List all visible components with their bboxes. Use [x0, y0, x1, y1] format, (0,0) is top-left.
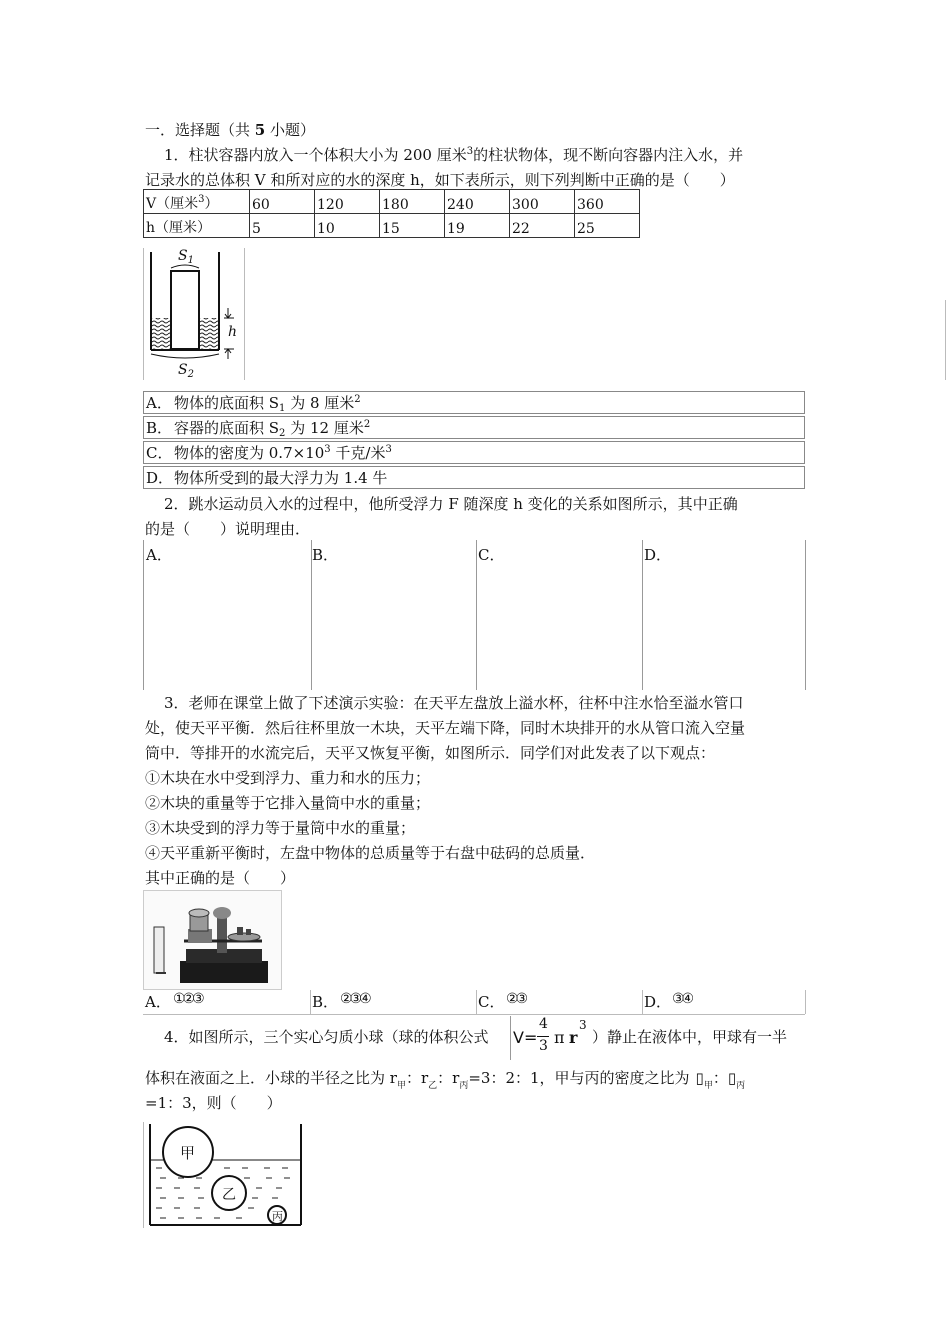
q1-line1-post: 的柱状物体，现不断向容器内注入水，并 [473, 146, 744, 164]
formula-exp: 3 [579, 1018, 587, 1032]
section-heading [145, 120, 315, 140]
option-value: ①②③ [173, 991, 202, 1007]
option-label: B． [312, 546, 339, 564]
q1-line1-sup: 3 [466, 146, 474, 157]
formula-pi: π [554, 1028, 565, 1047]
q3-line: ②木块的重量等于它排入量筒中水的重量； [145, 794, 431, 812]
s2-sub: 2 [187, 369, 194, 380]
divider [310, 990, 311, 1014]
q3-line: 处，使天平平衡．然后往杯里放一木块，天平左端下降，同时木块排开的水从管口流入空量 [145, 719, 746, 737]
table-row [144, 190, 640, 214]
divider [642, 990, 643, 1014]
section-heading-post: 小题） [265, 121, 315, 139]
s2-letter: S [178, 362, 188, 378]
q2-line1: 2．跳水运动员入水的过程中，他所受浮力 F 随深度 h 变化的关系如图所示，其中正确 [164, 495, 738, 513]
q2-option-d[interactable] [642, 540, 806, 690]
option-label: C． [478, 993, 505, 1011]
q1-container-figure [143, 248, 245, 380]
q3-option-d[interactable] [642, 990, 805, 1015]
q4-line2 [145, 1068, 745, 1091]
fraction-bar [537, 1036, 549, 1037]
opt-c-pre: 物体的密度为 0.7×10 [174, 444, 325, 462]
opt-b-post: 为 12 厘米 [285, 419, 364, 437]
option-label: D． [644, 546, 672, 564]
q3-option-b[interactable] [310, 990, 476, 1015]
rho-bing-symbol: ▯ [727, 1069, 737, 1087]
table-cell: 10 [315, 214, 380, 238]
v-head-pre: V（厘米 [146, 196, 199, 212]
divider [476, 990, 477, 1014]
q1-option-d[interactable] [143, 466, 805, 489]
opt-a-post: 为 8 厘米 [285, 394, 355, 412]
section-heading-pre: 一．选择题（共 [145, 121, 255, 139]
table-cell: 360 [575, 190, 640, 214]
table-cell: 19 [445, 214, 510, 238]
edge-mark [945, 300, 950, 380]
option-value: ②③ [506, 991, 526, 1007]
opt-b-sub: 2 [279, 428, 286, 439]
ball-bing-label: 丙 [272, 1210, 283, 1223]
opt-b-pre: 容器的底面积 S [174, 419, 280, 437]
option-label: C． [478, 546, 505, 564]
table-header-v [144, 190, 250, 214]
table-cell: 5 [250, 214, 315, 238]
q1-option-c[interactable] [143, 441, 805, 464]
option-label: C． [146, 444, 173, 462]
container-diagram [144, 248, 244, 380]
table-cell: 15 [380, 214, 445, 238]
formula-v: V= [513, 1028, 538, 1047]
table-cell: 22 [510, 214, 575, 238]
s2-label [178, 362, 194, 378]
option-label: D． [644, 993, 672, 1011]
q1-line2: 记录水的总体积 V 和所对应的水的深度 h，如下表所示，则下列判断中正确的是（ ） [145, 171, 735, 189]
q2-option-a[interactable] [143, 540, 312, 690]
table-cell: 120 [315, 190, 380, 214]
section-heading-count: 5 [254, 121, 266, 139]
option-text: 物体所受到的最大浮力为 1.4 牛 [174, 469, 388, 487]
q3-line: ①木块在水中受到浮力、重力和水的压力； [145, 769, 431, 787]
formula-r: r [569, 1028, 578, 1047]
q4-line2-b: =3：2：1，甲与丙的密度之比为 [468, 1069, 690, 1087]
table-cell: 240 [445, 190, 510, 214]
opt-b-sup: 2 [363, 419, 371, 430]
volume-formula [510, 1016, 591, 1060]
v-head-post: ） [204, 196, 219, 212]
table-cell: 60 [250, 190, 315, 214]
q4-line2-a: 体积在液面之上．小球的半径之比为 r [145, 1069, 397, 1087]
option-text [174, 417, 370, 439]
s1-label [178, 248, 194, 264]
q4-line3: =1：3，则（ ） [145, 1094, 282, 1112]
formula-den: 3 [539, 1038, 548, 1054]
table-row [144, 214, 640, 238]
v-head-sup: 3 [198, 194, 205, 205]
sub-jia: 甲 [396, 1081, 406, 1091]
q1-line1 [164, 145, 743, 165]
option-label: A． [145, 993, 171, 1011]
option-value: ③④ [672, 991, 692, 1007]
q1-data-table [143, 189, 640, 238]
q1-option-b[interactable] [143, 416, 805, 439]
q2-line2: 的是（ ）说明理由． [145, 520, 311, 538]
ball-yi-label: 乙 [222, 1187, 236, 1203]
sub-yi: 乙 [428, 1081, 438, 1091]
colon: ：r [405, 1069, 429, 1087]
q3-option-a[interactable] [143, 990, 310, 1015]
q3-line: ③木块受到的浮力等于量筒中水的重量； [145, 819, 416, 837]
divider [805, 990, 806, 1014]
sub-bing-2: 丙 [736, 1081, 746, 1091]
option-value: ②③④ [340, 991, 369, 1007]
q3-line: ④天平重新平衡时，左盘中物体的总质量等于右盘中砝码的总质量． [145, 844, 596, 862]
option-label: B． [146, 419, 173, 437]
table-cell: 25 [575, 214, 640, 238]
rho-jia-symbol: ▯ [695, 1069, 704, 1087]
option-label: A． [146, 394, 172, 412]
option-label: A． [146, 546, 172, 564]
q4-line1-post: ）静止在液体中，甲球有一半 [592, 1028, 788, 1046]
option-text [174, 392, 361, 414]
q4-line2-c: ： [712, 1069, 728, 1087]
balance-drawing [144, 891, 281, 989]
table-header-h: h（厘米） [144, 214, 250, 238]
opt-a-sub: 1 [279, 403, 286, 414]
table-cell: 300 [510, 190, 575, 214]
option-label: D． [146, 469, 174, 487]
q2-option-c[interactable] [476, 540, 643, 690]
q4-line1-pre: 4．如图所示，三个实心匀质小球（球的体积公式 [164, 1028, 489, 1046]
colon2: ：r [437, 1069, 460, 1087]
q3-line: 筒中．等排开的水流完后，天平又恢复平衡，如图所示．同学们对此发表了以下观点： [145, 744, 716, 762]
opt-c-sup1: 3 [324, 444, 331, 455]
h-label: h [228, 324, 238, 340]
q4-balls-figure [143, 1122, 306, 1228]
balance-image [143, 890, 282, 990]
s1-sub: 1 [187, 255, 194, 266]
table-cell: 180 [380, 190, 445, 214]
q1-option-a[interactable] [143, 391, 805, 414]
opt-a-pre: 物体的底面积 S [174, 394, 280, 412]
q3-option-c[interactable] [476, 990, 642, 1015]
sub-jia-2: 甲 [703, 1081, 713, 1091]
formula-num: 4 [539, 1016, 548, 1032]
ball-jia-label: 甲 [180, 1144, 196, 1162]
option-label: B． [312, 993, 339, 1011]
opt-c-post: 千克/米 [330, 444, 386, 462]
q2-option-b[interactable] [310, 540, 477, 690]
option-text [174, 442, 392, 464]
sub-bing: 丙 [459, 1081, 469, 1091]
opt-c-sup: 3 [385, 444, 392, 455]
q3-line: 3．老师在课堂上做了下述演示实验：在天平左盘放上溢水杯，往杯中注水恰至溢水管口 [164, 694, 744, 712]
opt-a-sup: 2 [354, 394, 361, 405]
q3-line: 其中正确的是（ ） [145, 869, 296, 887]
q1-line1-pre: 1．柱状容器内放入一个体积大小为 200 厘米 [164, 146, 467, 164]
s1-letter: S [178, 248, 188, 264]
